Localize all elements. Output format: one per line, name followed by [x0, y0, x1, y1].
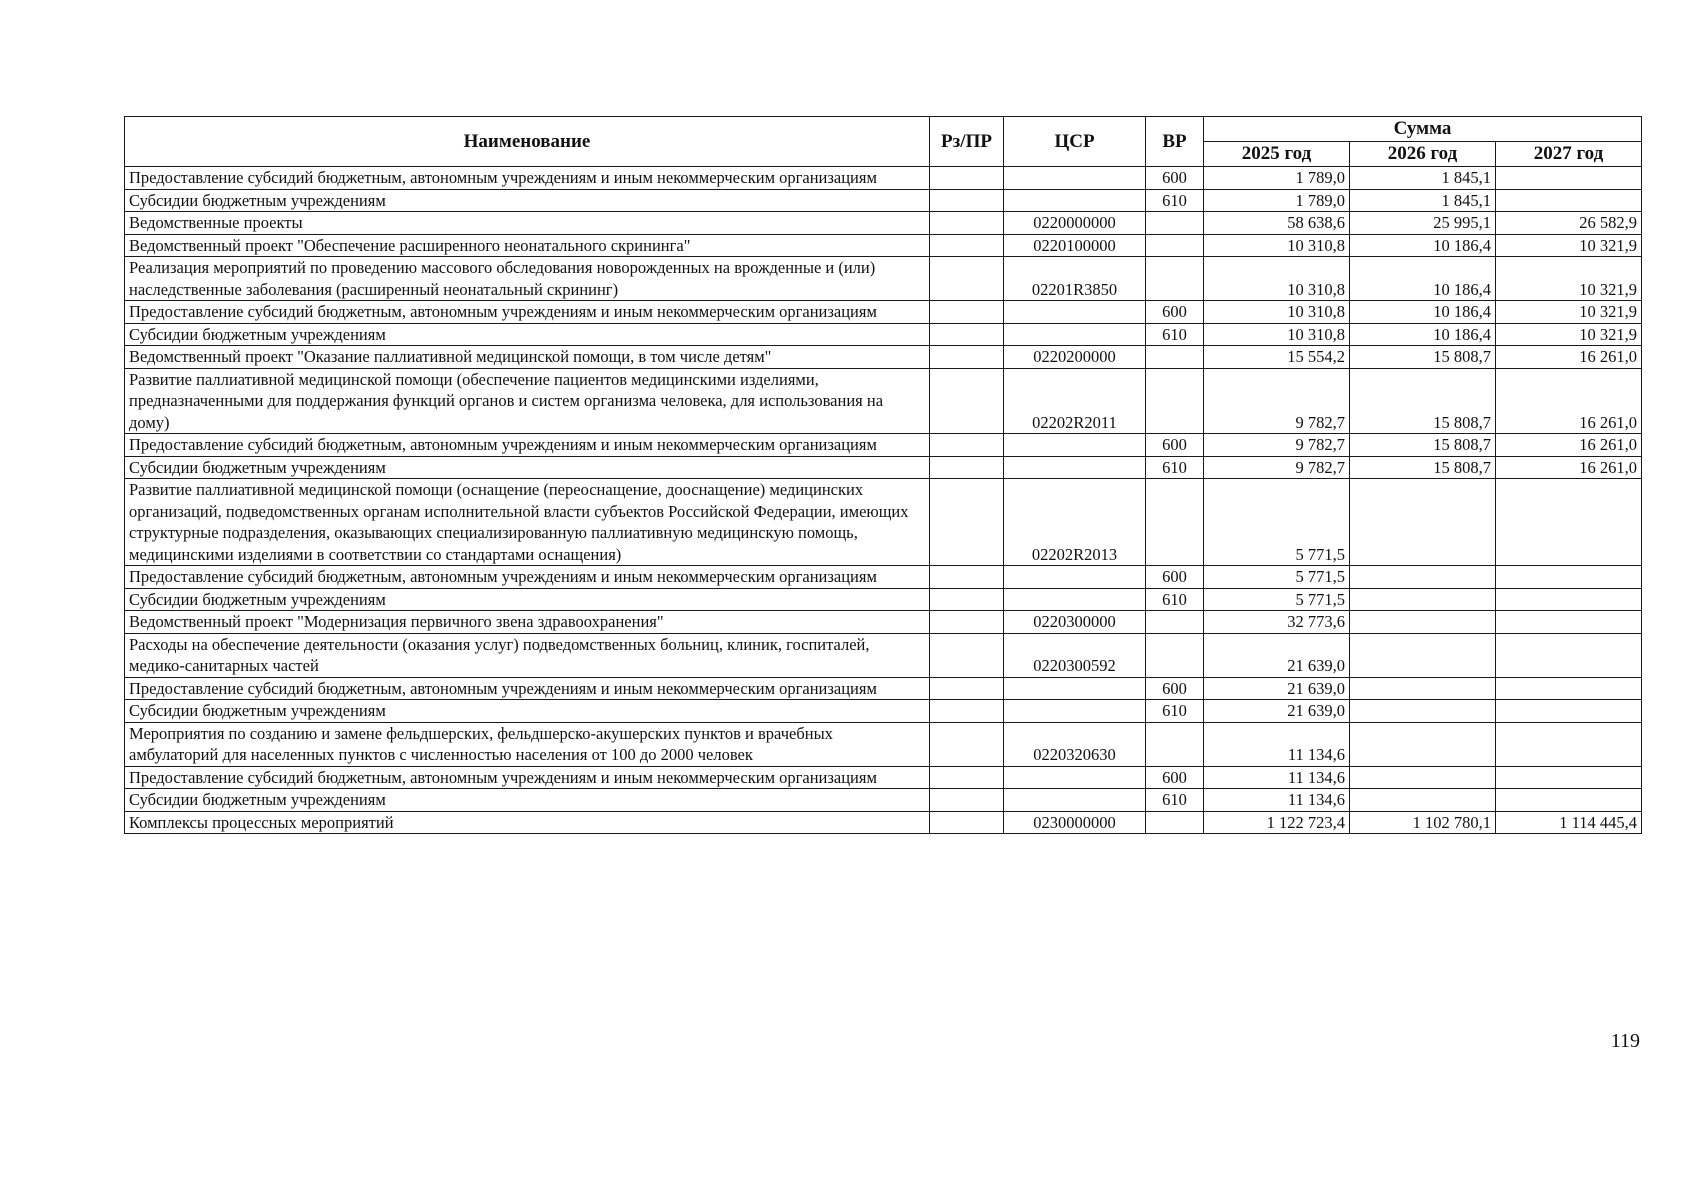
cell-2025: 9 782,7	[1204, 434, 1350, 457]
cell-vr	[1146, 633, 1204, 677]
cell-csr: 0220000000	[1004, 212, 1146, 235]
cell-rzpr	[930, 479, 1004, 566]
cell-vr	[1146, 811, 1204, 834]
cell-vr: 600	[1146, 766, 1204, 789]
cell-2025: 5 771,5	[1204, 479, 1350, 566]
header-sum: Сумма	[1204, 117, 1642, 142]
cell-vr	[1146, 234, 1204, 257]
cell-2026: 15 808,7	[1350, 456, 1496, 479]
cell-2026	[1350, 789, 1496, 812]
table-row	[125, 633, 1642, 677]
cell-csr: 02202R2013	[1004, 479, 1146, 566]
table-row	[125, 368, 1642, 434]
cell-rzpr	[930, 368, 1004, 434]
cell-vr: 600	[1146, 301, 1204, 324]
cell-2026: 15 808,7	[1350, 368, 1496, 434]
table-row	[125, 212, 1642, 235]
cell-2026	[1350, 588, 1496, 611]
cell-vr: 610	[1146, 700, 1204, 723]
cell-vr	[1146, 212, 1204, 235]
cell-rzpr	[930, 566, 1004, 589]
cell-rzpr	[930, 766, 1004, 789]
cell-name: Предоставление субсидий бюджетным, автономным учреждениям и иным некоммерческим организациям	[125, 434, 930, 457]
cell-2025: 9 782,7	[1204, 456, 1350, 479]
cell-2025: 10 310,8	[1204, 257, 1350, 301]
cell-rzpr	[930, 456, 1004, 479]
header-name: Наименование	[125, 117, 930, 167]
table-row	[125, 301, 1642, 324]
cell-csr: 0220300592	[1004, 633, 1146, 677]
cell-2026	[1350, 566, 1496, 589]
cell-name: Субсидии бюджетным учреждениям	[125, 789, 930, 812]
cell-csr	[1004, 566, 1146, 589]
cell-csr	[1004, 323, 1146, 346]
cell-2027: 1 114 445,4	[1496, 811, 1642, 834]
cell-2027	[1496, 766, 1642, 789]
cell-name: Субсидии бюджетным учреждениям	[125, 588, 930, 611]
cell-csr	[1004, 766, 1146, 789]
header-rzpr: Рз/ПР	[930, 117, 1004, 167]
cell-2025: 10 310,8	[1204, 234, 1350, 257]
cell-vr	[1146, 722, 1204, 766]
cell-2027	[1496, 167, 1642, 190]
cell-2027	[1496, 722, 1642, 766]
cell-rzpr	[930, 212, 1004, 235]
cell-2025: 1 122 723,4	[1204, 811, 1350, 834]
table-row	[125, 323, 1642, 346]
table-row	[125, 434, 1642, 457]
cell-vr: 610	[1146, 789, 1204, 812]
cell-csr	[1004, 189, 1146, 212]
cell-2025: 58 638,6	[1204, 212, 1350, 235]
cell-csr: 02201R3850	[1004, 257, 1146, 301]
cell-2025: 21 639,0	[1204, 700, 1350, 723]
cell-name: Предоставление субсидий бюджетным, автономным учреждениям и иным некоммерческим организациям	[125, 677, 930, 700]
cell-csr: 0220200000	[1004, 346, 1146, 369]
cell-csr	[1004, 677, 1146, 700]
cell-2025: 5 771,5	[1204, 588, 1350, 611]
cell-rzpr	[930, 323, 1004, 346]
cell-rzpr	[930, 234, 1004, 257]
cell-csr: 02202R2011	[1004, 368, 1146, 434]
cell-csr	[1004, 789, 1146, 812]
table-row	[125, 611, 1642, 634]
cell-2026: 25 995,1	[1350, 212, 1496, 235]
cell-csr: 0220100000	[1004, 234, 1146, 257]
table-row	[125, 766, 1642, 789]
cell-rzpr	[930, 167, 1004, 190]
cell-csr	[1004, 456, 1146, 479]
cell-name: Субсидии бюджетным учреждениям	[125, 700, 930, 723]
cell-csr: 0220300000	[1004, 611, 1146, 634]
cell-2027	[1496, 700, 1642, 723]
cell-name: Мероприятия по созданию и замене фельдшерских, фельдшерско-акушерских пунктов и врачебных амбулаторий для населенных пунктов с численностью населения от 100 до 2000 человек	[125, 722, 930, 766]
table-row	[125, 189, 1642, 212]
cell-2026	[1350, 611, 1496, 634]
header-vr: ВР	[1146, 117, 1204, 167]
cell-csr	[1004, 167, 1146, 190]
cell-2025: 11 134,6	[1204, 766, 1350, 789]
cell-vr: 600	[1146, 677, 1204, 700]
cell-vr: 600	[1146, 167, 1204, 190]
cell-name: Субсидии бюджетным учреждениям	[125, 189, 930, 212]
cell-2026: 10 186,4	[1350, 234, 1496, 257]
cell-name: Развитие паллиативной медицинской помощи (обеспечение пациентов медицинскими изделиями, предназначенными для поддержания функций органов и систем организма человека, для использования на дому)	[125, 368, 930, 434]
cell-vr: 600	[1146, 566, 1204, 589]
cell-2026: 10 186,4	[1350, 323, 1496, 346]
cell-vr	[1146, 368, 1204, 434]
table-row	[125, 167, 1642, 190]
cell-rzpr	[930, 677, 1004, 700]
cell-vr: 600	[1146, 434, 1204, 457]
cell-csr	[1004, 434, 1146, 457]
cell-csr: 0230000000	[1004, 811, 1146, 834]
table-header	[125, 117, 1642, 167]
cell-rzpr	[930, 700, 1004, 723]
cell-2027	[1496, 677, 1642, 700]
cell-rzpr	[930, 611, 1004, 634]
cell-rzpr	[930, 301, 1004, 324]
cell-2026: 1 102 780,1	[1350, 811, 1496, 834]
cell-name: Предоставление субсидий бюджетным, автономным учреждениям и иным некоммерческим организациям	[125, 167, 930, 190]
table-row	[125, 234, 1642, 257]
cell-2027	[1496, 611, 1642, 634]
cell-2027: 16 261,0	[1496, 346, 1642, 369]
cell-name: Развитие паллиативной медицинской помощи (оснащение (переоснащение, дооснащение) медицинских организаций, подведомственных органам исполнительной власти субъектов Российской Федерации, имеющих структурные подразделения, оказывающих специализированную паллиативную медицинскую помощь, медицинскими изделиями в соответствии со стандартами оснащения)	[125, 479, 930, 566]
page-number: 119	[1610, 1030, 1640, 1052]
cell-2025: 32 773,6	[1204, 611, 1350, 634]
cell-2027	[1496, 789, 1642, 812]
cell-2025: 11 134,6	[1204, 789, 1350, 812]
table-row	[125, 588, 1642, 611]
table-row	[125, 566, 1642, 589]
header-2026: 2026 год	[1350, 142, 1496, 167]
table-body	[125, 167, 1642, 834]
cell-2026: 1 845,1	[1350, 167, 1496, 190]
cell-2027	[1496, 633, 1642, 677]
table-row	[125, 677, 1642, 700]
cell-csr	[1004, 588, 1146, 611]
cell-2027: 26 582,9	[1496, 212, 1642, 235]
cell-rzpr	[930, 346, 1004, 369]
cell-2027	[1496, 566, 1642, 589]
cell-2025: 21 639,0	[1204, 633, 1350, 677]
cell-vr	[1146, 479, 1204, 566]
cell-2027: 10 321,9	[1496, 234, 1642, 257]
cell-2026: 10 186,4	[1350, 301, 1496, 324]
cell-name: Предоставление субсидий бюджетным, автономным учреждениям и иным некоммерческим организациям	[125, 301, 930, 324]
cell-name: Ведомственный проект "Оказание паллиативной медицинской помощи, в том числе детям"	[125, 346, 930, 369]
cell-csr	[1004, 301, 1146, 324]
table-row	[125, 346, 1642, 369]
cell-rzpr	[930, 633, 1004, 677]
cell-2026	[1350, 700, 1496, 723]
cell-2027: 10 321,9	[1496, 323, 1642, 346]
header-csr: ЦСР	[1004, 117, 1146, 167]
cell-vr	[1146, 257, 1204, 301]
cell-name: Ведомственные проекты	[125, 212, 930, 235]
table-row	[125, 811, 1642, 834]
cell-2025: 10 310,8	[1204, 301, 1350, 324]
cell-2026	[1350, 766, 1496, 789]
cell-name: Ведомственный проект "Модернизация первичного звена здравоохранения"	[125, 611, 930, 634]
table-row	[125, 700, 1642, 723]
table-row	[125, 789, 1642, 812]
cell-2027: 16 261,0	[1496, 434, 1642, 457]
cell-2025: 10 310,8	[1204, 323, 1350, 346]
cell-2027	[1496, 479, 1642, 566]
cell-2025: 15 554,2	[1204, 346, 1350, 369]
cell-2027	[1496, 189, 1642, 212]
cell-rzpr	[930, 789, 1004, 812]
cell-rzpr	[930, 189, 1004, 212]
cell-2026: 10 186,4	[1350, 257, 1496, 301]
cell-2025: 1 789,0	[1204, 189, 1350, 212]
table-row	[125, 456, 1642, 479]
cell-vr	[1146, 611, 1204, 634]
cell-name: Расходы на обеспечение деятельности (оказания услуг) подведомственных больниц, клиник, госпиталей, медико-санитарных частей	[125, 633, 930, 677]
cell-name: Предоставление субсидий бюджетным, автономным учреждениям и иным некоммерческим организациям	[125, 766, 930, 789]
budget-table	[124, 116, 1642, 834]
cell-2026: 15 808,7	[1350, 346, 1496, 369]
cell-2025: 11 134,6	[1204, 722, 1350, 766]
cell-2026	[1350, 479, 1496, 566]
cell-rzpr	[930, 434, 1004, 457]
cell-2026: 15 808,7	[1350, 434, 1496, 457]
table-row	[125, 479, 1642, 566]
cell-vr: 610	[1146, 456, 1204, 479]
cell-name: Ведомственный проект "Обеспечение расширенного неонатального скрининга"	[125, 234, 930, 257]
cell-2025: 21 639,0	[1204, 677, 1350, 700]
cell-rzpr	[930, 722, 1004, 766]
cell-name: Субсидии бюджетным учреждениям	[125, 456, 930, 479]
cell-name: Реализация мероприятий по проведению массового обследования новорожденных на врожденные и (или) наследственные заболевания (расширенный неонатальный скрининг)	[125, 257, 930, 301]
cell-csr	[1004, 700, 1146, 723]
cell-csr: 0220320630	[1004, 722, 1146, 766]
cell-2027: 16 261,0	[1496, 368, 1642, 434]
cell-rzpr	[930, 811, 1004, 834]
header-2027: 2027 год	[1496, 142, 1642, 167]
header-2025: 2025 год	[1204, 142, 1350, 167]
cell-2025: 1 789,0	[1204, 167, 1350, 190]
cell-vr: 610	[1146, 189, 1204, 212]
cell-vr: 610	[1146, 323, 1204, 346]
cell-name: Предоставление субсидий бюджетным, автономным учреждениям и иным некоммерческим организациям	[125, 566, 930, 589]
cell-2027: 16 261,0	[1496, 456, 1642, 479]
cell-2026	[1350, 633, 1496, 677]
cell-2025: 5 771,5	[1204, 566, 1350, 589]
cell-2026	[1350, 677, 1496, 700]
cell-rzpr	[930, 257, 1004, 301]
cell-vr	[1146, 346, 1204, 369]
cell-2027: 10 321,9	[1496, 257, 1642, 301]
cell-vr: 610	[1146, 588, 1204, 611]
cell-name: Комплексы процессных мероприятий	[125, 811, 930, 834]
table-row	[125, 257, 1642, 301]
cell-2027	[1496, 588, 1642, 611]
cell-rzpr	[930, 588, 1004, 611]
cell-2026: 1 845,1	[1350, 189, 1496, 212]
table-row	[125, 722, 1642, 766]
cell-2026	[1350, 722, 1496, 766]
cell-2025: 9 782,7	[1204, 368, 1350, 434]
cell-2027: 10 321,9	[1496, 301, 1642, 324]
cell-name: Субсидии бюджетным учреждениям	[125, 323, 930, 346]
